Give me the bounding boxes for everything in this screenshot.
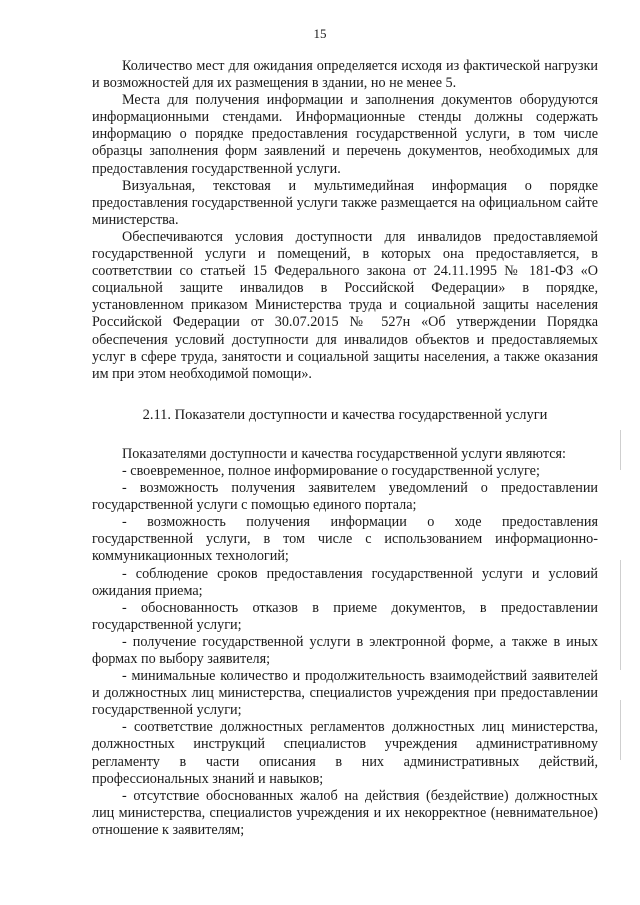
list-item: - получение государственной услуги в электронной форме, а также в иных формах по выбору заявителя; bbox=[92, 633, 598, 667]
list-item: - возможность получения заявителем уведомлений о предоставлении государственной услуги с помощью единого портала; bbox=[92, 480, 598, 514]
list-item: - обоснованность отказов в приеме документов, в предоставлении государственной услуги; bbox=[92, 599, 598, 633]
list-item: - отсутствие обоснованных жалоб на действия (бездействие) должностных лиц министерства, специалистов учреждения и их некорректное (невнимательное) отношение к заявителям; bbox=[92, 787, 598, 838]
list-intro: Показателями доступности и качества государственной услуги являются: bbox=[122, 445, 566, 462]
paragraph-waiting-places: Количество мест для ожидания определяется исходя из фактической нагрузки и возможностей для их размещения в здании, но не менее 5. bbox=[92, 58, 598, 92]
list-item: - своевременное, полное информирование о государственной услуге; bbox=[122, 462, 540, 479]
paragraph-info-stands: Места для получения информации и заполнения документов оборудуются информационными стендами. Информационные стенды должны содержать информацию о порядке предоставления государственной услуги, в том числе образцы заполнения форм заявлений и перечень документов, необходимых для предоставления государственной услуги. bbox=[92, 92, 598, 177]
document-body bbox=[92, 58, 598, 839]
page-number: 15 bbox=[313, 26, 327, 41]
paragraph-accessibility: Обеспечиваются условия доступности для инвалидов предоставляемой государственной услуги и помещений, в которых она предоставляется, в соответствии со статьей 15 Федерального закона от 24.11.1995 № 181-ФЗ «О социальной защите инвалидов в Российской Федерации» в порядке, установленном приказом Министерства труда и социальной защиты населения Российской Федерации от 30.07.2015 № 527н «Об утверждении Порядка обеспечения условий доступности для инвалидов объектов и предоставляемых услуг в сфере труда, занятости и социальной защиты населения, а также оказания им при этом необходимой помощи». bbox=[92, 228, 598, 382]
list-item: - соответствие должностных регламентов должностных лиц министерства, должностных инструкций специалистов учреждения административному регламенту в части описания в них административных действий, профессиональных знаний и навыков; bbox=[92, 719, 598, 787]
paragraph-multimedia-info: Визуальная, текстовая и мультимедийная информация о порядке предоставления государственной услуги также размещается на официальном сайте министерства. bbox=[92, 177, 598, 228]
scan-edge-mark bbox=[620, 560, 621, 670]
scan-edge-mark bbox=[620, 700, 621, 760]
list-item: - минимальные количество и продолжительность взаимодействий заявителей и должностных лиц министерства, специалистов учреждения при предоставлении государственной услуги; bbox=[92, 668, 598, 719]
scan-edge-mark bbox=[620, 430, 621, 470]
list-item: - соблюдение сроков предоставления государственной услуги и условий ожидания приема; bbox=[92, 565, 598, 599]
section-heading: 2.11. Показатели доступности и качества государственной услуги bbox=[142, 406, 548, 423]
list-item: - возможность получения информации о ходе предоставления государственной услуги, в том числе с использованием информационно-коммуникационных технологий; bbox=[92, 514, 598, 565]
